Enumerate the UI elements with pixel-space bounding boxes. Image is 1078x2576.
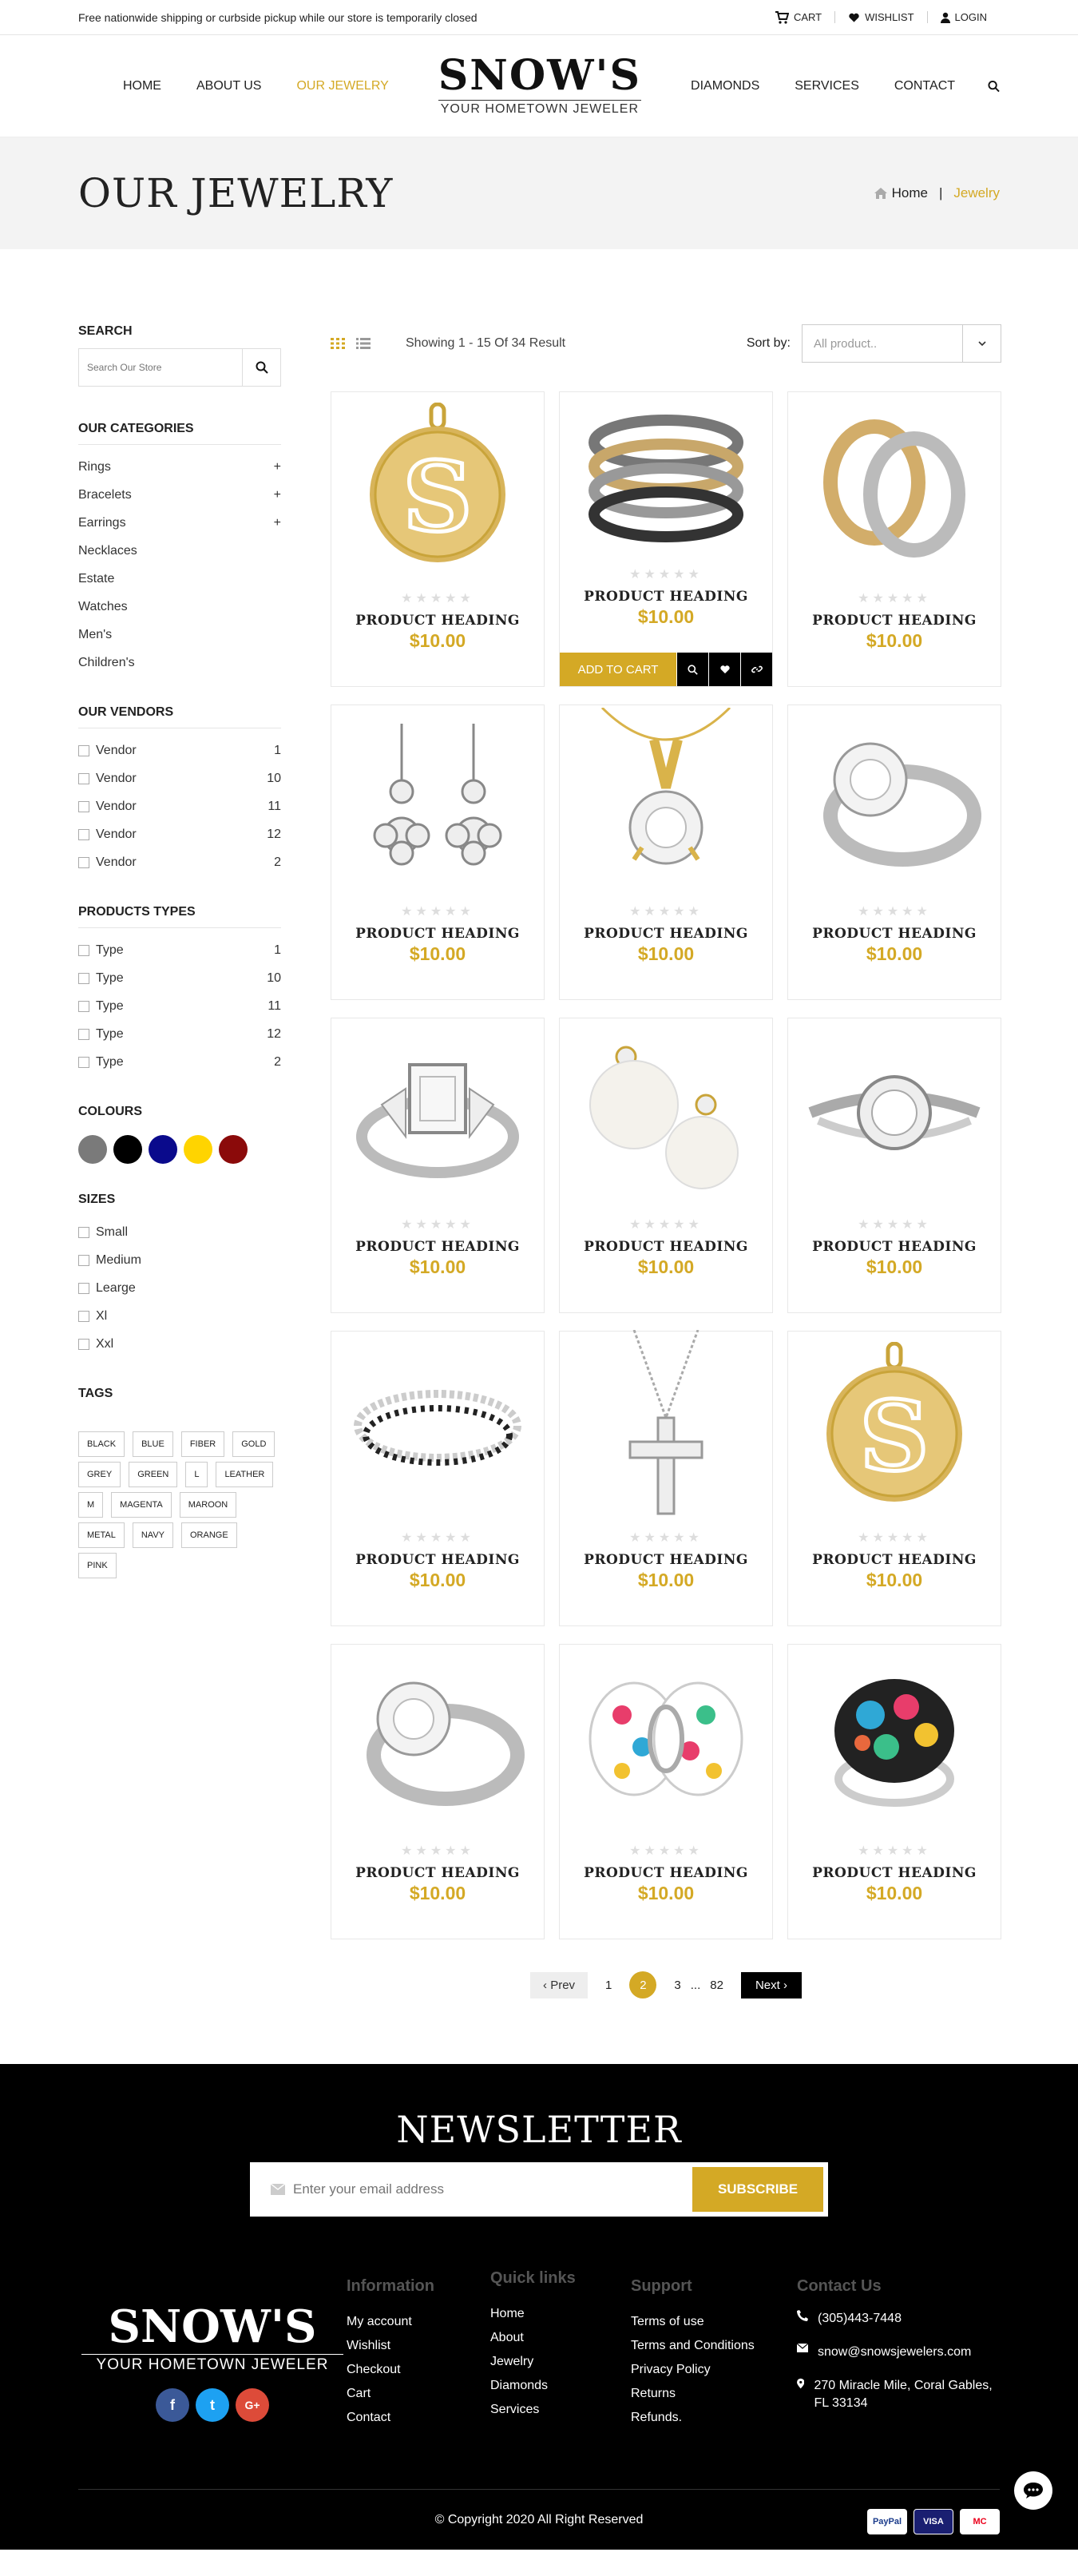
colour-swatch[interactable] [113,1135,142,1164]
rating-stars: ★★★★★ [858,1844,931,1858]
tags-title: TAGS [78,1387,113,1400]
colours-title: COLOURS [78,1105,142,1118]
checkbox[interactable] [78,1339,89,1350]
checkbox[interactable] [78,1311,89,1322]
product-image[interactable] [331,705,544,897]
checkbox[interactable] [78,1001,89,1012]
footer-link[interactable]: Returns [631,2387,676,2400]
user-icon [941,12,950,23]
paypal-icon: PayPal [867,2509,907,2534]
checkbox[interactable] [78,1029,89,1040]
breadcrumb [874,185,1000,201]
tag[interactable]: GOLD [232,1431,275,1457]
types-title: PRODUCTS TYPES [78,905,281,928]
size-filter[interactable]: Learge [78,1274,281,1302]
nav-services[interactable]: SERVICES [795,78,859,93]
checkbox[interactable] [78,773,89,784]
sizes-section [78,1193,281,1358]
checkbox[interactable] [78,1057,89,1068]
product-name[interactable]: PRODUCT HEADING [812,613,977,629]
page-current[interactable]: 2 [629,1971,656,1998]
type-filter[interactable]: Type 11 [78,992,281,1020]
tag[interactable]: NAVY [133,1522,173,1548]
product-name[interactable]: PRODUCT HEADING [584,1552,748,1568]
type-filter[interactable]: Type 1 [78,936,281,964]
map-pin-icon [797,2377,804,2390]
category-item[interactable]: Watches [78,600,128,613]
sort-label: Sort by: [746,336,791,350]
product-image[interactable] [788,1332,1001,1523]
footer-link[interactable]: Refunds. [631,2411,683,2424]
product-name[interactable]: PRODUCT HEADING [355,1865,520,1881]
top-bar [0,0,1078,35]
sort-control [747,324,1001,363]
main-nav-right [691,79,955,93]
logo-name: SNOW'S [438,51,642,100]
tag[interactable]: ORANGE [181,1522,237,1548]
rating-stars: ★★★★★ [629,1844,703,1858]
site-logo[interactable] [438,51,642,117]
footer-link[interactable]: Jewelry [490,2355,534,2368]
vendor-filter[interactable]: Vendor 12 [78,820,281,848]
footer-link[interactable]: Diamonds [490,2379,549,2392]
product-price: $10.00 [637,606,695,627]
rating-stars: ★★★★★ [401,592,474,605]
expand-icon[interactable]: + [273,460,281,474]
product-price: $10.00 [637,1256,695,1277]
footer-quick-column [490,2269,631,2430]
product-card[interactable] [331,1644,545,1939]
footer-link[interactable]: Terms of use [631,2315,704,2328]
rating-stars: ★★★★★ [858,905,931,919]
category-item[interactable]: Estate [78,572,115,585]
rating-stars: ★★★★★ [629,905,703,919]
product-price: $10.00 [866,943,923,964]
product-image[interactable] [560,705,772,897]
product-name[interactable]: PRODUCT HEADING [355,1552,520,1568]
beaded-wrap-bracelet-icon [346,1346,529,1510]
view-toggle [331,338,371,349]
product-card[interactable] [787,705,1001,1000]
pearl-earrings-icon [582,1033,750,1197]
categories-section [78,422,281,677]
product-name[interactable]: PRODUCT HEADING [812,1239,977,1255]
product-card[interactable] [787,1644,1001,1939]
sort-value: All product.. [814,336,878,351]
footer-link[interactable]: Wishlist [347,2339,391,2352]
emerald-cut-ring-icon [350,1033,525,1197]
page-ellipsis: ... [690,1978,701,1992]
newsletter-email-input[interactable] [293,2181,692,2197]
checkbox[interactable] [78,945,89,956]
product-card[interactable] [559,391,773,687]
payment-methods [867,2509,1000,2534]
product-price: $10.00 [637,1883,695,1903]
google-plus-icon[interactable]: G+ [236,2388,269,2422]
category-item[interactable]: Children's [78,656,135,669]
shipping-notice: Free nationwide shipping or curbside pickup while our store is temporarily closed [78,10,478,24]
coil-bracelets-icon [810,407,978,570]
type-filter[interactable]: Type 10 [78,964,281,992]
colour-swatch[interactable] [78,1135,107,1164]
product-name[interactable]: PRODUCT HEADING [812,1865,977,1881]
wishlist-link[interactable]: WISHLIST [834,11,926,23]
product-price: $10.00 [409,1256,466,1277]
tag[interactable]: FIBER [181,1431,224,1457]
product-name[interactable]: PRODUCT HEADING [584,1239,748,1255]
footer-email[interactable]: snow@snowsjewelers.com [797,2344,1000,2361]
checkbox[interactable] [78,745,89,756]
diamond-ring-icon [807,720,982,883]
category-item[interactable]: Bracelets + [78,481,281,509]
logo-tagline: YOUR HOMETOWN JEWELER [438,100,641,117]
tag[interactable]: METAL [78,1522,125,1548]
tag[interactable]: GREY [78,1462,121,1487]
product-name[interactable]: PRODUCT HEADING [812,1552,977,1568]
product-image[interactable] [560,1645,772,1836]
checkbox[interactable] [78,829,89,840]
footer-info-title: Information [347,2277,434,2295]
shop-main [0,249,1078,2064]
sidebar-search-input[interactable] [79,349,242,386]
product-name[interactable]: PRODUCT HEADING [355,926,520,942]
main-nav-left [123,79,389,93]
solitaire-pendant-icon [586,708,746,895]
product-image[interactable] [788,1645,1001,1836]
twitter-icon[interactable]: t [196,2388,229,2422]
gold-s-pendant-icon [814,1342,974,1514]
footer-link[interactable]: Contact [347,2411,391,2424]
wishlist-heart-icon[interactable] [708,653,740,686]
product-card[interactable] [331,391,545,687]
next-page-button[interactable]: Next › [741,1972,802,1998]
product-price: $10.00 [866,1570,923,1590]
envelope-icon [271,2184,285,2195]
checkbox[interactable] [78,857,89,868]
category-item[interactable]: Men's [78,628,113,641]
diamond-ring-icon [350,1659,525,1823]
list-view-icon[interactable] [356,338,371,349]
product-actions [560,653,772,686]
site-footer [0,2064,1078,2550]
category-item[interactable]: Necklaces [78,544,137,558]
newsletter-title: NEWSLETTER [396,2108,682,2151]
site-header [0,35,1078,137]
product-image[interactable] [331,1645,544,1836]
product-card[interactable] [787,1018,1001,1313]
newsletter-form [250,2162,828,2217]
product-name[interactable]: PRODUCT HEADING [584,926,748,942]
tag[interactable]: LEATHER [216,1462,273,1487]
category-item[interactable]: Rings + [78,453,281,481]
facebook-icon[interactable]: f [156,2388,189,2422]
product-price: $10.00 [409,1883,466,1903]
footer-link[interactable]: Cart [347,2387,371,2400]
size-filter[interactable]: Small [78,1218,281,1246]
footer-link[interactable]: Privacy Policy [631,2363,711,2376]
footer-phone[interactable]: (305)443-7448 [797,2310,1000,2328]
nav-about-us[interactable]: ABOUT US [196,78,262,93]
product-image[interactable] [331,1332,544,1523]
chat-widget-button[interactable] [1014,2471,1052,2510]
footer-contact-title: Contact Us [797,2277,882,2295]
footer-quick-title: Quick links [490,2269,576,2287]
footer-logo-name: SNOW'S [108,2300,317,2353]
product-card[interactable] [559,1331,773,1626]
tag[interactable]: L [185,1462,208,1487]
sidebar-search [78,348,281,387]
colour-swatches [78,1135,281,1164]
type-filter[interactable]: Type 12 [78,1020,281,1048]
product-card[interactable] [331,1331,545,1626]
nav-contact[interactable]: CONTACT [894,78,956,93]
vendor-filter[interactable]: Vendor 10 [78,764,281,792]
nav-our-jewelry[interactable]: OUR JEWELRY [296,78,389,93]
checkbox[interactable] [78,801,89,812]
breadcrumb-home[interactable]: Home [874,185,928,201]
enamel-earrings-icon [578,1659,754,1823]
vendor-filter[interactable]: Vendor 11 [78,792,281,820]
product-image[interactable] [788,1018,1001,1210]
tag[interactable]: MAGENTA [111,1492,172,1518]
size-filter[interactable]: Xxl [78,1330,281,1358]
tag[interactable]: GREEN [129,1462,177,1487]
gold-s-pendant-icon [358,403,517,574]
rating-stars: ★★★★★ [858,592,931,605]
product-price: $10.00 [866,1256,923,1277]
colours-section [78,1105,281,1164]
vendor-filter[interactable]: Vendor 2 [78,848,281,876]
product-image[interactable] [560,392,772,560]
product-card[interactable] [559,1644,773,1939]
footer-brand [78,2277,347,2430]
subscribe-button[interactable]: SUBSCRIBE [692,2167,823,2212]
product-name[interactable]: PRODUCT HEADING [584,1865,748,1881]
type-filter[interactable]: Type 2 [78,1048,281,1076]
footer-link[interactable]: My account [347,2315,412,2328]
sort-select[interactable] [802,324,1001,363]
rating-stars: ★★★★★ [401,1218,474,1232]
result-count: Showing 1 - 15 Of 34 Result [406,336,566,350]
rating-stars: ★★★★★ [401,1844,474,1858]
rating-stars: ★★★★★ [629,568,703,581]
product-image[interactable] [331,1018,544,1210]
size-filter[interactable]: Xl [78,1302,281,1330]
product-price: $10.00 [637,1570,695,1590]
categories-title: OUR CATEGORIES [78,422,281,445]
tag[interactable]: M [78,1492,103,1518]
filter-sidebar [78,324,281,2064]
pagination [331,1971,1001,1998]
footer-support-column [631,2277,797,2430]
svg-text:S: S [859,1379,929,1493]
vendors-title: OUR VENDORS [78,705,281,728]
tag-cloud [78,1431,281,1578]
chevron-down-icon[interactable] [962,325,1001,362]
social-links [78,2388,347,2422]
product-name[interactable]: PRODUCT HEADING [355,1239,520,1255]
colour-swatch[interactable] [184,1135,212,1164]
search-icon[interactable] [988,80,1000,92]
rating-stars: ★★★★★ [401,1531,474,1545]
footer-support-title: Support [631,2277,692,2295]
product-image[interactable] [788,392,1001,584]
product-image[interactable] [788,705,1001,897]
rating-stars: ★★★★★ [858,1531,931,1545]
product-price: $10.00 [866,630,923,651]
product-card[interactable] [787,1331,1001,1626]
cross-pendant-icon [586,1330,746,1526]
page-link[interactable]: 1 [605,1978,612,1992]
product-card[interactable] [331,705,545,1000]
svg-text:S: S [402,440,473,554]
footer-link[interactable]: Terms and Conditions [631,2339,755,2352]
login-link[interactable]: LOGIN [927,11,1000,23]
mastercard-icon: MC [960,2509,1000,2534]
product-price: $10.00 [866,1883,923,1903]
diamond-drop-earrings-icon [358,716,517,887]
product-name[interactable]: PRODUCT HEADING [355,613,520,629]
home-icon [874,188,887,199]
product-card[interactable] [331,1018,545,1313]
footer-info-column [347,2277,490,2430]
expand-icon[interactable]: + [273,488,281,502]
rating-stars: ★★★★★ [401,905,474,919]
page-link[interactable]: 82 [710,1978,723,1992]
product-name[interactable]: PRODUCT HEADING [812,926,977,942]
product-price: $10.00 [409,943,466,964]
add-to-cart-button[interactable]: ADD TO CART [560,653,676,686]
link-icon[interactable] [740,653,772,686]
page-link[interactable]: 3 [674,1978,681,1992]
rating-stars: ★★★★★ [858,1218,931,1232]
tag[interactable]: PINK [78,1553,117,1578]
grid-view-icon[interactable] [331,338,345,349]
listing-toolbar [331,324,1001,363]
heart-icon [848,12,860,23]
footer-contact-column [797,2277,1000,2430]
copyright: © Copyright 2020 All Right Reserved [434,2512,644,2526]
product-image[interactable] [560,1018,772,1210]
checkbox[interactable] [78,1283,89,1294]
cart-icon [775,11,789,24]
footer-link[interactable]: Services [490,2403,540,2416]
search-icon [256,361,268,374]
footer-logo-tagline: YOUR HOMETOWN JEWELER [81,2354,343,2374]
footer-bottom [78,2489,1000,2550]
product-image[interactable] [560,1332,772,1523]
product-image[interactable] [331,392,544,584]
footer-columns [0,2217,1078,2430]
nav-home[interactable]: HOME [122,78,161,93]
product-name[interactable]: PRODUCT HEADING [584,589,748,605]
types-section [78,905,281,1076]
category-item[interactable]: Earrings + [78,509,281,537]
quick-view-icon[interactable] [676,653,708,686]
colour-swatch[interactable] [219,1135,248,1164]
product-price: $10.00 [637,943,695,964]
search-title: SEARCH [78,324,133,338]
chat-icon [1023,2482,1044,2499]
tag[interactable]: BLUE [133,1431,173,1457]
beaded-bracelets-icon [582,395,750,558]
vendors-section [78,705,281,876]
product-listing [331,324,1001,2064]
footer-link[interactable]: Home [490,2307,525,2320]
envelope-icon [797,2344,808,2352]
nav-diamonds[interactable]: DIAMONDS [691,78,760,93]
enamel-ring-icon [814,1659,974,1823]
product-card[interactable] [787,391,1001,687]
tags-section [78,1387,281,1578]
rating-stars: ★★★★★ [629,1218,703,1232]
colour-swatch[interactable] [149,1135,177,1164]
footer-link[interactable]: Checkout [347,2363,401,2376]
size-filter[interactable]: Medium [78,1246,281,1274]
sizes-title: SIZES [78,1193,116,1206]
account-links [762,11,1000,24]
footer-link[interactable]: About [490,2331,524,2344]
tag[interactable]: BLACK [78,1431,125,1457]
product-grid [331,391,1001,1939]
checkbox[interactable] [78,973,89,984]
page-title: OUR JEWELRY [78,170,394,216]
checkbox[interactable] [78,1227,89,1238]
checkbox[interactable] [78,1255,89,1266]
product-price: $10.00 [409,1570,466,1590]
expand-icon[interactable]: + [273,516,281,530]
halo-ring-icon [803,1033,986,1197]
breadcrumb-current: Jewelry [953,185,1000,200]
cart-link[interactable]: CART [762,11,834,24]
product-card[interactable] [559,705,773,1000]
vendor-filter[interactable]: Vendor 1 [78,736,281,764]
product-price: $10.00 [409,630,466,651]
sidebar-search-button[interactable] [242,349,280,386]
prev-page-button[interactable]: ‹ Prev [530,1972,588,1998]
tag[interactable]: MAROON [180,1492,237,1518]
page-banner [0,137,1078,249]
breadcrumb-separator: | [938,185,943,200]
product-card[interactable] [559,1018,773,1313]
phone-icon [797,2310,808,2321]
visa-icon: VISA [914,2509,953,2534]
rating-stars: ★★★★★ [629,1531,703,1545]
footer-address: 270 Miracle Mile, Coral Gables, FL 33134 [797,2377,1000,2412]
